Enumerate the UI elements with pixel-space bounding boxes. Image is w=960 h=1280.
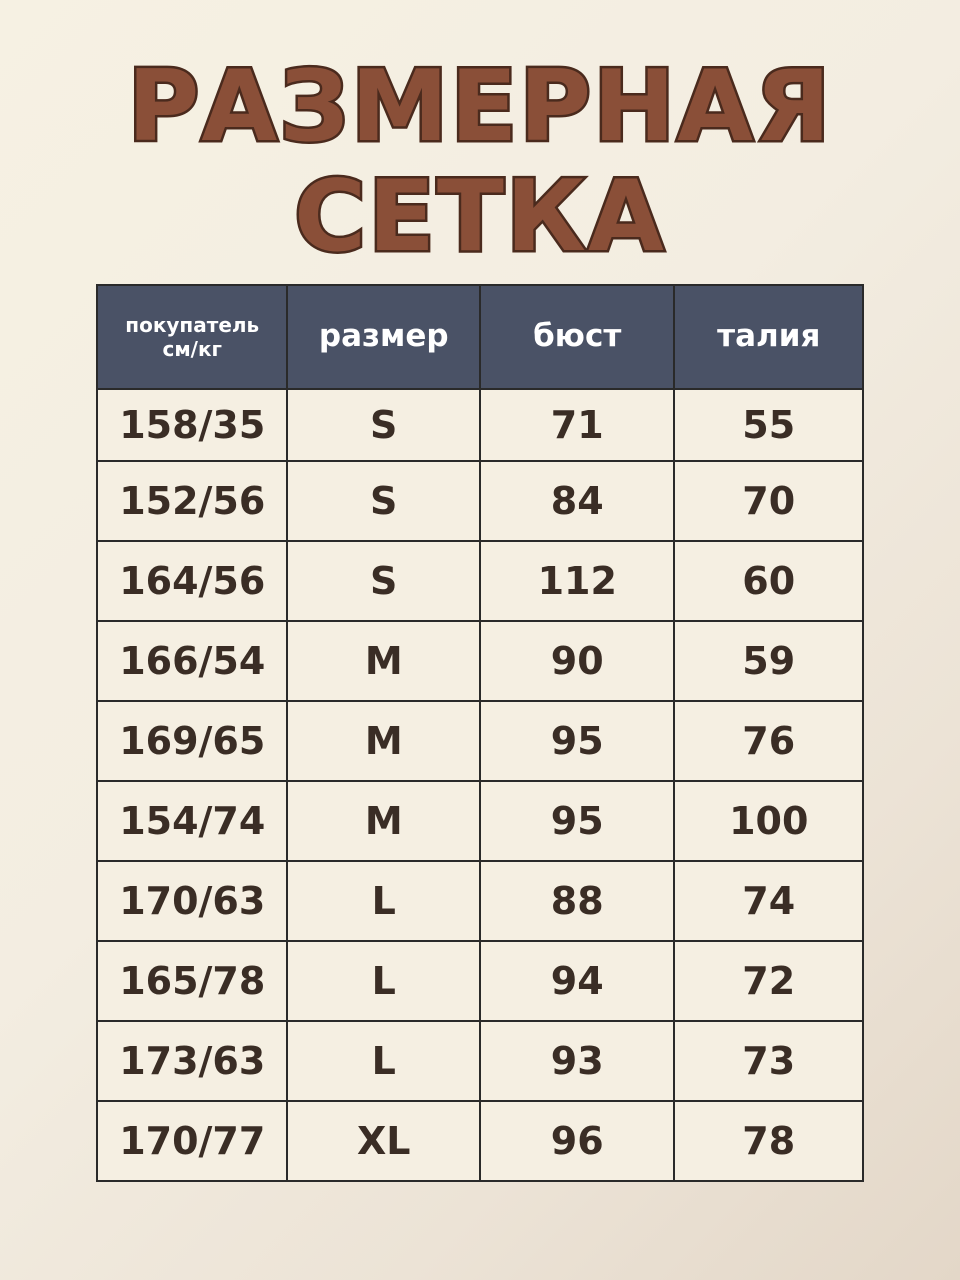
cell-waist: 72 [674,941,863,1021]
cell-buyer: 154/74 [97,781,287,861]
cell-waist: 59 [674,621,863,701]
cell-bust: 90 [480,621,675,701]
cell-waist: 70 [674,461,863,541]
cell-waist: 73 [674,1021,863,1101]
table-row [97,541,863,621]
cell-buyer: 158/35 [97,389,287,461]
table-row [97,389,863,461]
table-body [97,389,863,1181]
size-chart-table [96,284,864,1182]
cell-size: M [287,621,480,701]
cell-waist: 76 [674,701,863,781]
header-buyer-units: см/кг [162,337,222,361]
cell-buyer: 165/78 [97,941,287,1021]
cell-buyer: 173/63 [97,1021,287,1101]
table-header [97,285,863,389]
header-waist: талия [674,285,863,389]
cell-size: XL [287,1101,480,1181]
cell-bust: 96 [480,1101,675,1181]
cell-waist: 100 [674,781,863,861]
cell-buyer: 166/54 [97,621,287,701]
header-size: размер [287,285,480,389]
cell-bust: 94 [480,941,675,1021]
cell-size: M [287,701,480,781]
cell-bust: 88 [480,861,675,941]
header-buyer-label: покупатель [125,313,260,337]
cell-waist: 74 [674,861,863,941]
cell-size: L [287,861,480,941]
cell-waist: 55 [674,389,863,461]
page-title: РАЗМЕРНАЯ [127,50,833,164]
table-row [97,941,863,1021]
cell-bust: 84 [480,461,675,541]
cell-buyer: 169/65 [97,701,287,781]
cell-buyer: 170/77 [97,1101,287,1181]
cell-size: S [287,389,480,461]
cell-size: S [287,541,480,621]
header-row [97,285,863,389]
page-subtitle: СЕТКА [294,160,666,274]
cell-bust: 71 [480,389,675,461]
cell-buyer: 170/63 [97,861,287,941]
cell-size: L [287,1021,480,1101]
cell-bust: 95 [480,781,675,861]
table-row [97,1021,863,1101]
cell-buyer: 152/56 [97,461,287,541]
cell-waist: 60 [674,541,863,621]
cell-buyer: 164/56 [97,541,287,621]
table-row [97,701,863,781]
table-row [97,781,863,861]
header-buyer [97,285,287,389]
table-row [97,1101,863,1181]
cell-waist: 78 [674,1101,863,1181]
cell-bust: 112 [480,541,675,621]
table-row [97,461,863,541]
cell-bust: 93 [480,1021,675,1101]
cell-size: S [287,461,480,541]
table-row [97,861,863,941]
cell-bust: 95 [480,701,675,781]
cell-size: L [287,941,480,1021]
cell-size: M [287,781,480,861]
table-row [97,621,863,701]
header-bust: бюст [480,285,675,389]
